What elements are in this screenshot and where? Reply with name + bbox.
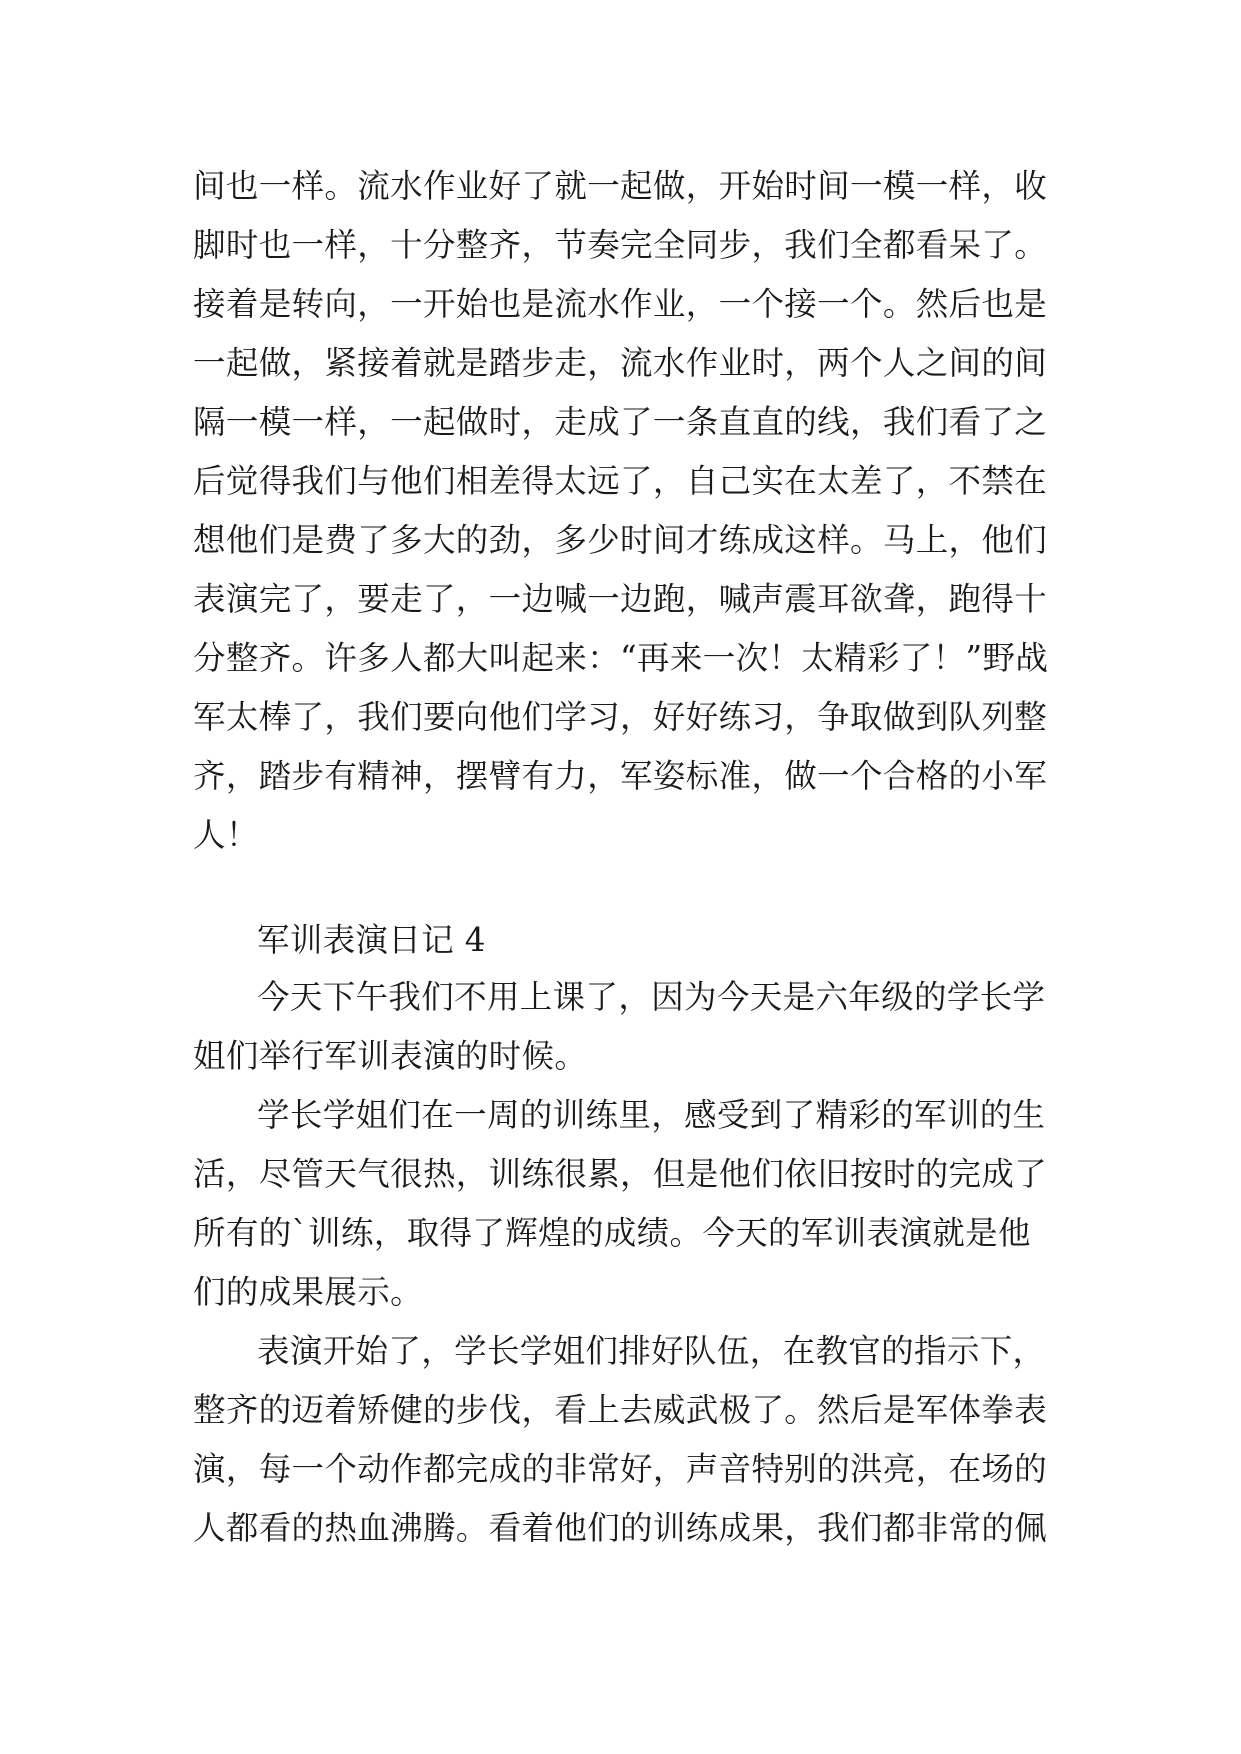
text-line: 后觉得我们与他们相差得太远了，自己实在太差了，不禁在 xyxy=(193,462,1048,500)
text-line: 活，尽管天气很热，训练很累，但是他们依旧按时的完成了 xyxy=(193,1155,1048,1193)
text-line: 人都看的热血沸腾。看着他们的训练成果，我们都非常的佩 xyxy=(193,1509,1048,1547)
section-title: 军训表演日记 4 xyxy=(257,921,486,959)
text-line: 今天下午我们不用上课了，因为今天是六年级的学长学 xyxy=(257,978,1046,1016)
text-line: 姐们举行军训表演的时候。 xyxy=(193,1037,588,1075)
text-line: 想他们是费了多大的劲，多少时间才练成这样。马上，他们 xyxy=(193,521,1048,559)
text-line: 接着是转向，一开始也是流水作业，一个接一个。然后也是 xyxy=(193,285,1048,323)
text-line: 脚时也一样，十分整齐，节奏完全同步，我们全都看呆了。 xyxy=(193,226,1048,264)
text-line: 隔一模一样，一起做时，走成了一条直直的线，我们看了之 xyxy=(193,403,1048,441)
text-line: 齐，踏步有精神，摆臂有力，军姿标准，做一个合格的小军 xyxy=(193,757,1048,795)
text-line: 学长学姐们在一周的训练里，感受到了精彩的军训的生 xyxy=(257,1096,1046,1134)
text-line: 间也一样。流水作业好了就一起做，开始时间一模一样，收 xyxy=(193,167,1048,205)
text-line: 人！ xyxy=(193,816,259,854)
text-line: 们的成果展示。 xyxy=(193,1273,423,1311)
text-line: 分整齐。许多人都大叫起来：“再来一次！太精彩了！”野战 xyxy=(193,639,1049,677)
text-line: 整齐的迈着矫健的步伐，看上去威武极了。然后是军体拳表 xyxy=(193,1391,1048,1429)
text-line: 军太棒了，我们要向他们学习，好好练习，争取做到队列整 xyxy=(193,698,1048,736)
text-line: 表演完了，要走了，一边喊一边跑，喊声震耳欲聋，跑得十 xyxy=(193,580,1048,618)
text-line: 演，每一个动作都完成的非常好，声音特别的洪亮，在场的 xyxy=(193,1450,1048,1488)
text-line: 一起做，紧接着就是踏步走，流水作业时，两个人之间的间 xyxy=(193,344,1048,382)
text-line: 所有的`训练，取得了辉煌的成绩。今天的军训表演就是他 xyxy=(193,1214,1031,1252)
text-line: 表演开始了，学长学姐们排好队伍，在教官的指示下， xyxy=(257,1332,1046,1370)
